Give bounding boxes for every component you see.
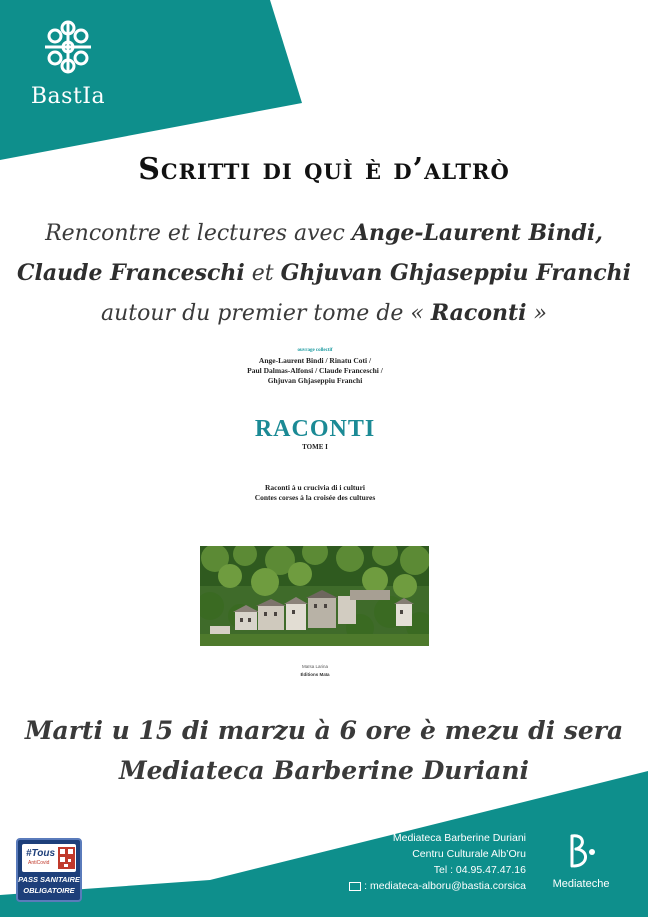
contact-block [330,830,526,894]
intro-text: et [244,261,281,286]
cover-subtitle-line: Raconti à u crucivia di i culturi [265,483,365,492]
mediateche-symbol-icon [564,830,598,872]
event-date: Marti u 15 di marzu à 6 ore è mezu di sera [24,716,624,745]
bastia-logo[interactable] [18,18,118,109]
event-venue: Mediateca Barberine Duriani [118,756,530,785]
intro-text: » [526,301,547,326]
contact-email[interactable]: : mediateca-alboru@bastia.corsica [364,880,526,892]
cover-village-photo [200,546,429,646]
event-title: Scritti di quì è d’altrò [138,152,510,187]
mediateche-word: Mediateche [552,878,610,890]
cover-tome: TOME I [302,443,328,451]
cover-subtitle-line: Contes corses à la croisée des cultures [254,493,376,502]
cover-subtitle [200,483,430,503]
cover-authors-line: Ghjuvan Ghjaseppiu Franchi [267,376,363,385]
author-name: Ghjuvan Ghjaseppiu Franchi [280,260,632,286]
envelope-icon [349,882,361,891]
bastia-emblem-icon [37,18,99,76]
intro-line-3 [0,300,648,326]
bastia-logo-word: BastIa [30,84,106,109]
badge-line-1: PASS SANITAIRE [18,875,80,884]
badge-tag: #Tous [26,848,56,859]
cover-publisher: Éditions Maïa [300,672,330,677]
pass-sanitaire-badge [16,838,82,902]
intro-line-1 [0,220,648,246]
contact-tel[interactable]: Tel : 04.95.47.47.16 [433,864,526,876]
cover-authors-line: Ange-Laurent Bindi / Rinatu Coti / [258,356,372,365]
badge-header [22,844,76,872]
author-name: Ange-Laurent Bindi, [351,220,603,246]
intro-line-2 [0,260,648,286]
book-cover [200,348,430,503]
cover-title: RACONTI [254,416,376,442]
contact-name: Mediateca Barberine Duriani [392,832,526,844]
contact-place: Centru Culturale Alb’Oru [412,848,526,860]
contact-email-row[interactable] [330,878,526,894]
badge-line-2: OBLIGATOIRE [23,886,75,895]
author-name: Claude Franceschi [16,260,245,286]
qr-code-icon [58,847,75,869]
intro-text: autour du premier tome de « [101,301,431,326]
cover-label: ouvrage collectif [297,348,333,353]
cover-authors [200,356,430,386]
book-name: Raconti [430,300,527,326]
badge-tag-sub: AntiCovid [28,860,50,866]
intro-text: Rencontre et lectures avec [45,221,352,246]
mediateche-logo[interactable] [546,830,616,890]
cover-authors-line: Paul Dalmas-Alfonsi / Claude Franceschi / [247,366,383,375]
cover-publisher-small: Maïsa Larina [301,664,328,669]
